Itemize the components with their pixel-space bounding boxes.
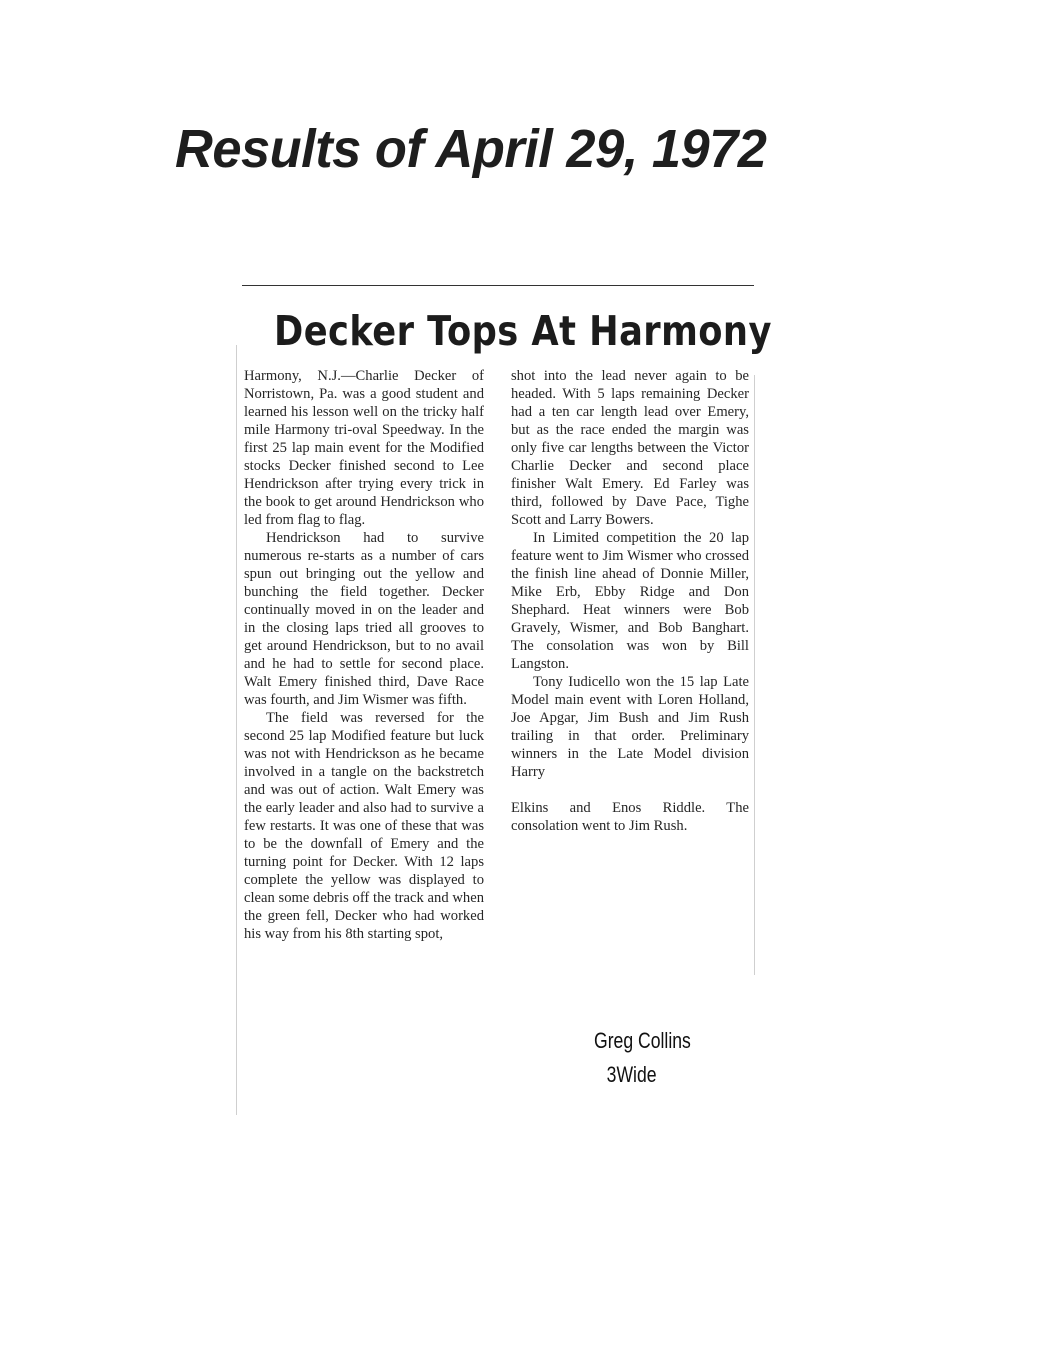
clipping-left-edge [236, 345, 237, 1115]
page-title: Results of April 29, 1972 [175, 119, 767, 179]
newspaper-clipping [230, 285, 772, 1125]
article-paragraph-7: Elkins and Enos Riddle. The consolation went to Jim Rush. [511, 800, 749, 834]
article-paragraph-4: shot into the lead never again to be headed. With 5 laps remaining Decker had a ten car length lead over Emery, but as the race ended the margin was only five car lengths between the Victor Charlie Decker and second place finisher Walt Emery. Ed Farley was third, followed by Dave Pace, Tighe Scott and Larry Bowers. [511, 368, 749, 528]
article-right-column [511, 367, 749, 835]
signature-name: Greg Collins [594, 1028, 691, 1053]
signature-handle: 3Wide [606, 1062, 657, 1087]
article-paragraph-6: Tony Iudicello won the 15 lap Late Model main event with Loren Holland, Joe Apgar, Jim Bush and Jim Rush trailing in that order. Preliminary winners in the Late Model division Harry [511, 674, 749, 780]
clipping-right-edge [754, 375, 755, 975]
clipping-top-rule [242, 285, 754, 286]
article-paragraph-2: Hendrickson had to survive numerous re-starts as a number of cars spun out bringing out the yellow and bunching the field together. Decker continually moved in on the leader and in the closing laps tried all grooves to get around Hendrickson, but to no avail and he had to settle for second place. Walt Emery finished third, Dave Race was fourth, and Jim Wismer was fifth. [244, 530, 484, 708]
article-headline: Decker Tops At Harmony [274, 307, 772, 355]
article-paragraph-3: The field was reversed for the second 25 lap Modified feature but luck was not with Hendrickson as he became involved in a tangle on the backstretch and was out of action. Walt Emery was the early leader and also had to survive a few restarts. It was one of these that was to be the downfall of Emery and the turning point for Decker. With 12 laps complete the yellow was displayed to clean some debris off the track and when the green fell, Decker who had worked his way from his 8th starting spot, [244, 710, 484, 942]
signature [594, 1024, 691, 1092]
article-paragraph-1: Harmony, N.J.—Charlie Decker of Norristown, Pa. was a good student and learned his lesson well on the tricky half mile Harmony tri-oval Speedway. In the first 25 lap main event for the Modified stocks Decker finished second to Lee Hendrickson after trying every trick in the book to get around Hendrickson who led from flag to flag. [244, 368, 484, 528]
article-left-column [244, 367, 484, 943]
article-paragraph-5: In Limited competition the 20 lap feature went to Jim Wismer who crossed the finish line ahead of Donnie Miller, Mike Erb, Ebby Ridge and Don Shephard. Heat winners were Bob Gravely, Wismer, and Bob Banghart. The consolation was won by Bill Langston. [511, 530, 749, 672]
